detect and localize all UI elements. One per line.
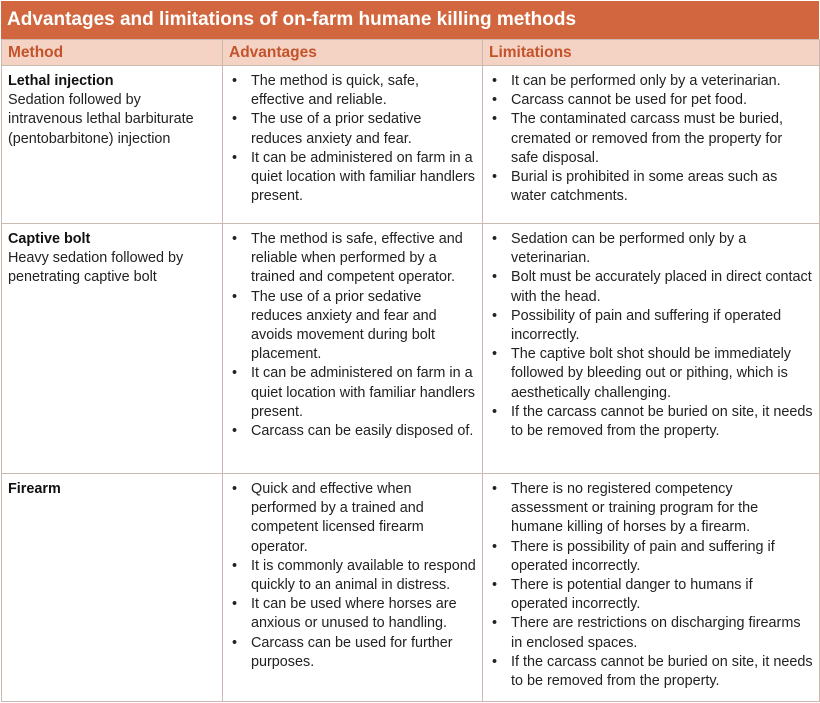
header-limitations: Limitations (483, 40, 820, 66)
limitations-list (489, 230, 813, 441)
list-item: • The use of a prior sedative reduces anxiety and fear. (229, 110, 476, 148)
list-item: • There is possibility of pain and suffering if operated incorrectly. (489, 538, 813, 576)
list-item: • It can be used where horses are anxious or unused to handling. (229, 595, 476, 633)
limitations-cell (483, 224, 820, 474)
list-item: • There is potential danger to humans if operated incorrectly. (489, 576, 813, 614)
list-item: • The captive bolt shot should be immediately followed by bleeding out or pithing, which is aesthetically challenging. (489, 345, 813, 403)
limitations-list (489, 480, 813, 691)
header-advantages: Advantages (223, 40, 483, 66)
method-name: Captive bolt (8, 231, 91, 247)
list-item: • The contaminated carcass must be buried, cremated or removed from the property for safe disposal. (489, 110, 813, 168)
limitations-list (489, 72, 813, 206)
advantages-cell (223, 66, 483, 224)
list-item: • The use of a prior sedative reduces anxiety and fear and avoids movement during bolt placement. (229, 288, 476, 365)
table-title: Advantages and limitations of on-farm humane killing methods (1, 1, 819, 39)
limitations-cell (483, 474, 820, 702)
list-item: • Carcass can be easily disposed of. (229, 422, 476, 441)
table-row (2, 224, 820, 474)
list-item: • Possibility of pain and suffering if operated incorrectly. (489, 307, 813, 345)
methods-table (1, 39, 820, 702)
list-item: • There is no registered competency assessment or training program for the humane killing of horses by a firearm. (489, 480, 813, 538)
method-description: Sedation followed by intravenous lethal barbiturate (pentobarbitone) injection (8, 92, 194, 147)
table-row (2, 66, 820, 224)
header-method: Method (2, 40, 223, 66)
list-item: • It is commonly available to respond quickly to an animal in distress. (229, 557, 476, 595)
list-item: • It can be administered on farm in a quiet location with familiar handlers present. (229, 364, 476, 422)
table-row (2, 474, 820, 702)
method-cell (2, 474, 223, 702)
list-item: • The method is safe, effective and reliable when performed by a trained and competent operator. (229, 230, 476, 288)
advantages-list (229, 72, 476, 206)
list-item: • If the carcass cannot be buried on site, it needs to be removed from the property. (489, 653, 813, 691)
header-row (2, 40, 820, 66)
advantages-cell (223, 474, 483, 702)
advantages-cell (223, 224, 483, 474)
document-page (1, 1, 819, 701)
list-item: • The method is quick, safe, effective and reliable. (229, 72, 476, 110)
method-cell (2, 66, 223, 224)
list-item: • Carcass cannot be used for pet food. (489, 91, 813, 110)
advantages-list (229, 480, 476, 672)
list-item: • There are restrictions on discharging firearms in enclosed spaces. (489, 614, 813, 652)
method-description: Heavy sedation followed by penetrating captive bolt (8, 250, 184, 286)
list-item: • Bolt must be accurately placed in direct contact with the head. (489, 268, 813, 306)
method-cell (2, 224, 223, 474)
method-name: Lethal injection (8, 73, 114, 89)
advantages-list (229, 230, 476, 441)
list-item: • Burial is prohibited in some areas such as water catchments. (489, 168, 813, 206)
method-name: Firearm (8, 481, 61, 497)
list-item: • Sedation can be performed only by a veterinarian. (489, 230, 813, 268)
list-item: • Carcass can be used for further purposes. (229, 634, 476, 672)
list-item: • It can be performed only by a veterinarian. (489, 72, 813, 91)
list-item: • It can be administered on farm in a quiet location with familiar handlers present. (229, 149, 476, 207)
limitations-cell (483, 66, 820, 224)
list-item: • If the carcass cannot be buried on site, it needs to be removed from the property. (489, 403, 813, 441)
list-item: • Quick and effective when performed by a trained and competent licensed firearm operator. (229, 480, 476, 557)
